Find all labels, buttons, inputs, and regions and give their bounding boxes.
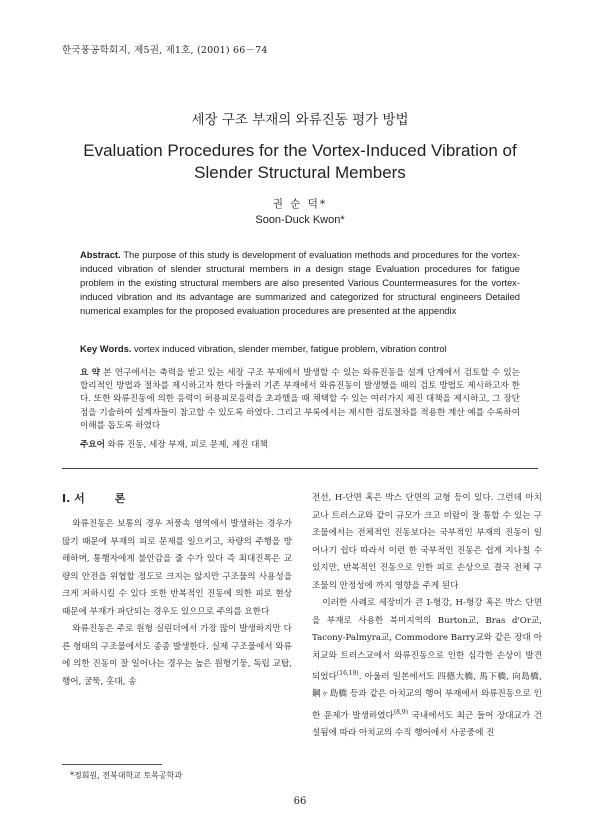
page-number: 66 xyxy=(293,796,307,807)
author-english: Soon-Duck Kwon* xyxy=(255,214,345,226)
right-paragraph-2-c: 국내에서도 최근 들어 장대교가 건설됨에 따라 아치교의 수직 행어에서 사공중에 진 xyxy=(312,710,542,739)
section-title-end: 론 xyxy=(114,492,126,505)
title-english: Evaluation Procedures for the Vortex-Induced Vibration of Slender Structural Members xyxy=(83,141,517,182)
section-number: I. 서 xyxy=(62,492,85,505)
right-column xyxy=(312,490,542,743)
summary-text: 본 연구에서는 축력을 받고 있는 세장 구조 부재에서 발생할 수 있는 와류진동을 설계 단계에서 검토할 수 있는 합리적인 방법과 절차를 제시하고자 한다 아울러 기존 부재에서 와류진동이 발생했을 때의 검토 방법도 제시하고자 한다. 또한 와류진동에 의한 응력이 허용피로응력을 초과했을 때 채택할 수 있는 여러가지 제진 대책을 제시하고, 그 장단점을 기술하여 설계자들이 참고할 수 있도록 하였다. 그리고 부록에서는 제시한 검토절차를 적용한 계산 예를 수록하여 이해를 돕도록 하였다 xyxy=(80,368,520,431)
right-paragraph-1: 전선, H-단면 혹은 박스 단면의 교형 등이 있다. 그런데 아치교나 트러스교와 같이 규모가 크고 비람이 잘 통할 수 있는 구조물에서는 전체적인 진동보다는 국부적인 부재의 진동이 일어나기 쉽다 따라서 이런 한 국부적인 진동은 쉽게 지나칠 수 있지만, 반복적인 진동으로 인한 피로 손상으로 결국 전체 구조물의 안정성에 까지 영향을 주게 된다 xyxy=(312,493,542,591)
keywords-text: vortex induced vibration, slender member, fatigue problem, vibration control xyxy=(134,343,447,354)
title-korean: 세장 구조 부재의 와류진동 평가 방법 xyxy=(191,112,409,128)
reference-marker-2: (8,9) xyxy=(393,708,409,716)
abstract-text: The purpose of this study is development of evaluation methods and procedures for the vortex-induced vibration of slender structural members in a design stage Evaluation procedures for fatigue problem in the existing structural members are also presented Various Countermeasures for the vortex-induced vibration and its advantage are summarized and categorized for structural engineers Detailed numerical examples for the proposed evaluation procedures are presented at the appendix xyxy=(80,249,521,316)
reference-marker-1: (16,19) xyxy=(336,670,359,677)
korean-keywords-text: 와류 진동, 세장 부재, 피로 문제, 제진 대책 xyxy=(107,440,268,450)
korean-keywords-label: 주요어 xyxy=(80,440,105,450)
right-paragraph-2-a: 이러한 사례로 세장비가 큰 I-형강, H-형강 혹은 박스 단면을 부재로 사용한 북미지역의 Burton교, Bras d'Or교, Tacony-Palmyra교, Commodore Barry교와 같은 장대 아치교와 트러스교에서 와류진동으로 인한 심각한 손상이 발견되었다 xyxy=(312,598,542,682)
korean-keywords xyxy=(80,438,520,450)
summary-label: 요 약 xyxy=(80,368,101,378)
footnote-rule xyxy=(62,764,162,765)
footnote: *정회원, 전북대학교 토목공학과 xyxy=(70,771,183,780)
keywords xyxy=(80,343,520,354)
left-paragraph-1: 와류진동은 보통의 경우 저풍속 영역에서 발생하는 경우가 많기 때문에 부재의 피로 문제를 일으키고, 차량의 주행을 방해하며, 통행자에게 불안감을 줄 수가 있다 즉 최대진폭은 교량의 안전을 위협할 정도로 크지는 않지만 구조물의 사용성을 크게 저하시킬 수 있다 또한 반복적인 진동에 의한 피로 현상 때문에 부재가 파단되는 경우도 있으므로 주의를 요한다 xyxy=(62,519,292,617)
right-paragraph-2 xyxy=(312,595,542,743)
author-korean: 권 순 덕* xyxy=(272,198,328,210)
left-paragraph-2: 와류진동은 주로 원형 실린더에서 가장 많이 발생하지만 다른 형태의 구조물에서도 종종 발생한다. 실제 구조물에서 와류에 의한 진동이 잘 일어나는 경우는 높은 원형기둥, 독립 교탑, 행어, 굴뚝, 홋대, 송 xyxy=(62,624,292,687)
section-heading xyxy=(62,490,125,506)
abstract-label: Abstract. xyxy=(80,249,121,260)
abstract xyxy=(80,248,520,318)
left-column xyxy=(62,516,292,691)
journal-header: 한국풍공학회지, 제5권, 제1호, (2001) 66－74 xyxy=(62,45,268,56)
korean-summary xyxy=(80,367,520,433)
keywords-label: Key Words. xyxy=(80,343,132,354)
right-paragraph-2-b: . 아울러 일본에서도 四德大橋, 馬下橋, 向島橋, 鋼ヶ島橋 등과 같은 아치교의 행어 부재에서 와류진동으로 인한 문제가 발생하였다 xyxy=(312,671,542,721)
divider xyxy=(62,468,538,469)
